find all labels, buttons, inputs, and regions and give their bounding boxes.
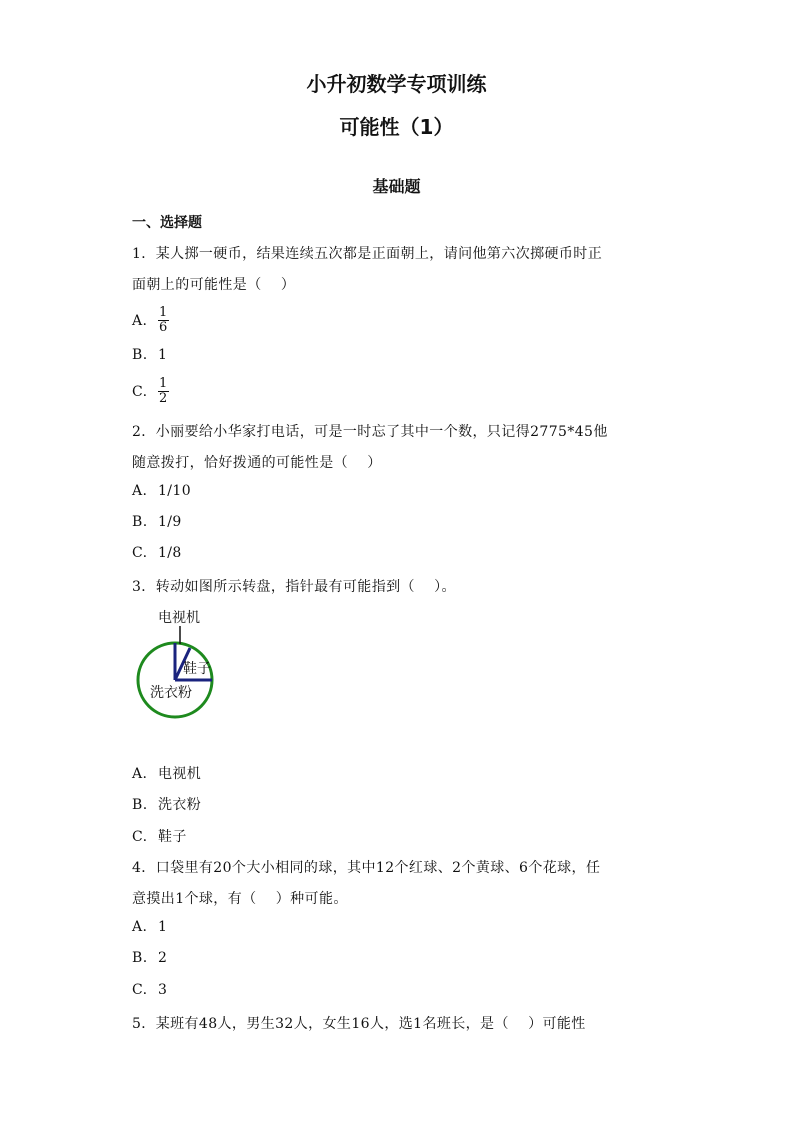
option-text: 1/10 — [158, 483, 192, 499]
document-subtitle: 可能性（1） — [339, 115, 454, 139]
fraction-denominator: 2 — [159, 391, 168, 406]
question-3-option-b — [132, 794, 201, 814]
option-text: 2 — [158, 950, 168, 966]
spinner-label-tv: 电视机 — [158, 610, 200, 626]
question-4-option-a — [132, 919, 167, 935]
question-5-line-1: 5．某班有48人，男生32人，女生16人，选1名班长，是（ ）可能性 — [132, 1016, 586, 1032]
option-label: A. — [132, 919, 148, 935]
option-label: A. — [132, 483, 148, 499]
fraction-denominator: 6 — [159, 320, 168, 335]
document-title: 小升初数学专项训练 — [306, 72, 487, 96]
question-3-option-a — [132, 763, 201, 783]
section-title: 基础题 — [372, 177, 421, 196]
question-1-option-a — [132, 306, 169, 335]
question-2-option-b — [132, 514, 182, 530]
option-text: 3 — [158, 982, 168, 998]
question-1-option-b — [132, 347, 167, 363]
spinner-figure — [130, 600, 230, 730]
option-label: B. — [132, 347, 148, 363]
option-text: 洗衣粉 — [158, 797, 202, 813]
option-label: C. — [132, 383, 148, 400]
option-label: C. — [132, 982, 148, 998]
question-1-line-1: 1．某人掷一硬币，结果连续五次都是正面朝上，请问他第六次掷硬币时正 — [132, 246, 603, 262]
option-label: C. — [132, 545, 148, 561]
question-2-option-c — [132, 545, 182, 561]
option-label: B. — [132, 950, 148, 966]
option-label: B. — [132, 514, 148, 530]
option-text: 1 — [158, 919, 168, 935]
question-2-option-a — [132, 483, 191, 499]
option-text: 电视机 — [158, 766, 202, 782]
question-3-line-1: 3．转动如图所示转盘，指针最有可能指到（ ）。 — [132, 579, 456, 595]
question-4-option-b — [132, 950, 167, 966]
part-title: 一、选择题 — [132, 215, 202, 231]
question-2-line-2: 随意拨打，恰好拨通的可能性是（ ） — [132, 455, 382, 471]
question-1-option-c — [132, 377, 169, 406]
option-label: A. — [132, 766, 148, 782]
fraction — [158, 306, 169, 335]
question-4-line-2: 意摸出1个球，有（ ）种可能。 — [132, 891, 348, 907]
fraction — [158, 377, 169, 406]
question-1-line-2: 面朝上的可能性是（ ） — [132, 277, 296, 293]
question-2-line-1: 2．小丽要给小华家打电话，可是一时忘了其中一个数，只记得2775*45他 — [132, 424, 608, 440]
question-4-line-1: 4．口袋里有20个大小相同的球，其中12个红球、2个黄球、6个花球，任 — [132, 860, 601, 876]
option-label: B. — [132, 797, 148, 813]
option-text: 1 — [158, 347, 168, 363]
option-label: A. — [132, 312, 148, 329]
fraction-numerator: 1 — [159, 305, 168, 320]
question-3-option-c — [132, 826, 187, 846]
option-text: 鞋子 — [158, 829, 187, 845]
option-label: C. — [132, 829, 148, 845]
spinner-label-detergent: 洗衣粉 — [150, 685, 192, 701]
question-4-option-c — [132, 982, 167, 998]
option-text: 1/8 — [158, 545, 182, 561]
spinner-label-shoes: 鞋子 — [183, 661, 211, 677]
fraction-numerator: 1 — [159, 376, 168, 391]
option-text: 1/9 — [158, 514, 182, 530]
